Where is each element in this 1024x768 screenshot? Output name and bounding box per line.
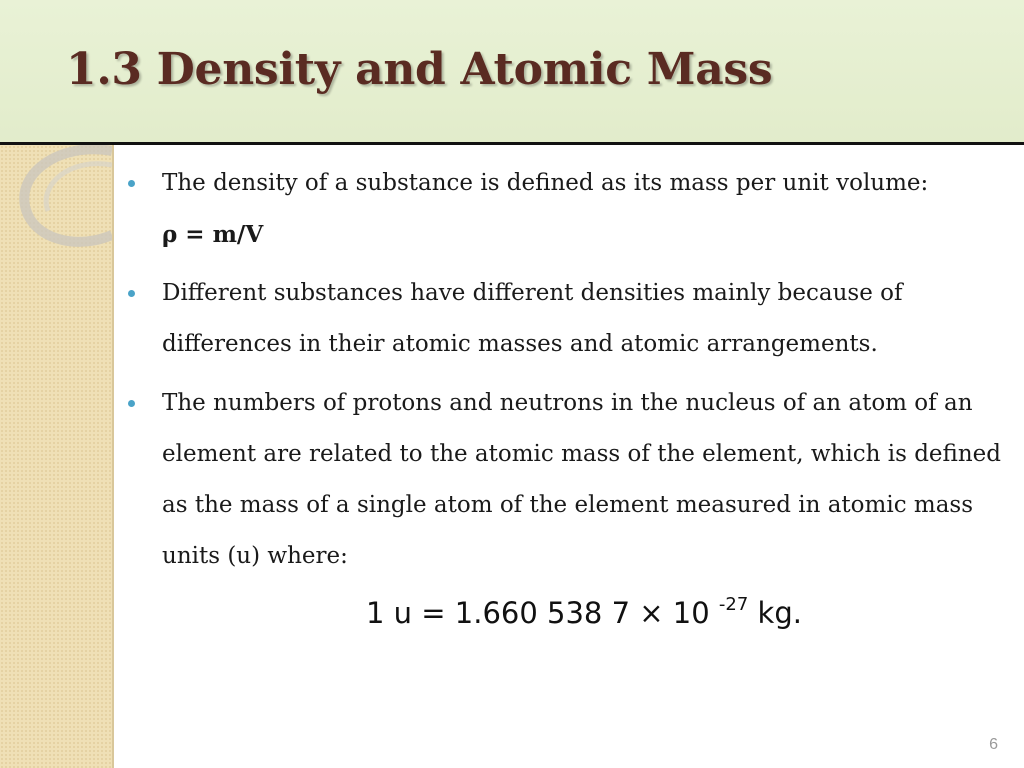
list-item	[128, 268, 1008, 370]
density-formula: ρ = m/V	[162, 221, 264, 248]
slide-title: 1.3 Density and Atomic Mass	[66, 44, 773, 95]
equation-base: 1 u = 1.660 538 7 × 10	[366, 596, 710, 630]
bullet-list	[128, 158, 1008, 590]
decorative-side-strip	[0, 145, 114, 768]
atomic-mass-unit-equation	[366, 596, 802, 630]
bullet-marker	[128, 180, 135, 187]
list-item	[128, 158, 1008, 260]
bullet-marker	[128, 400, 135, 407]
bullet-text: The numbers of protons and neutrons in the nucleus of an atom of an element are related to the atomic mass of the element, which is defined as the mass of a single atom of the element measured in atomic mass units (u) where:	[162, 390, 1002, 569]
equation-unit: kg.	[757, 596, 802, 630]
title-band	[0, 0, 1024, 145]
bullet-text: Different substances have different densities mainly because of differences in their atomic masses and atomic arrangements.	[162, 280, 903, 357]
list-item	[128, 378, 1008, 582]
bullet-text: The density of a substance is defined as its mass per unit volume:	[162, 170, 929, 196]
swirl-ornament-icon	[0, 145, 112, 275]
page-number: 6	[989, 736, 998, 753]
equation-exponent: -27	[718, 594, 749, 616]
bullet-marker	[128, 290, 135, 297]
